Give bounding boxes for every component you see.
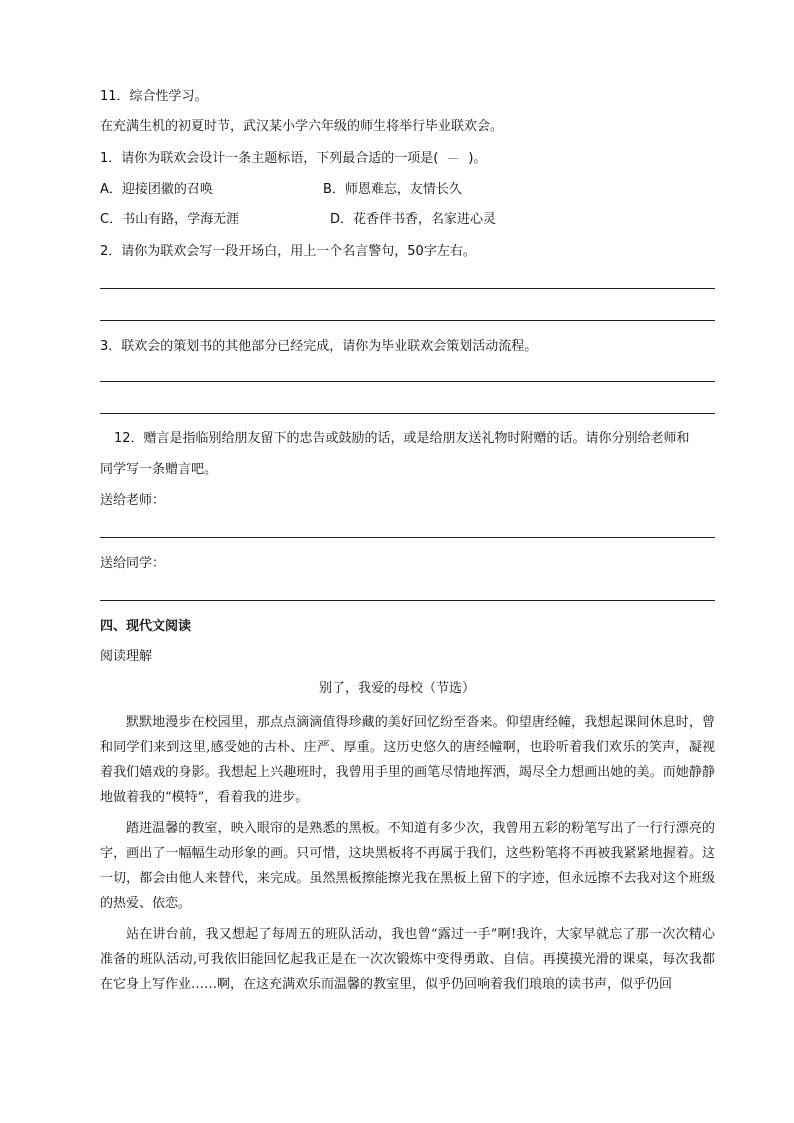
answer-line[interactable] (100, 600, 715, 601)
section-subtitle: 阅读理解 (100, 649, 153, 664)
q11-heading: 11．综合性学习。 (100, 89, 208, 104)
to-teacher-label: 送给老师： (100, 493, 166, 508)
q11-item1-prompt-text: 1．请你为联欢会设计一条主题标语，下列最合适的一项是( (100, 151, 439, 166)
q11-item3-prompt: 3．联欢会的策划书的其他部分已经完成，请你为毕业联欢会策划活动流程。 (100, 339, 538, 354)
answer-line[interactable] (100, 320, 715, 321)
option-d: D．花香伴书香，名家进心灵 (330, 212, 497, 227)
passage-paragraph: 默默地漫步在校园里，那点点滴滴值得珍藏的美好回忆纷至沓来。仰望唐经幢，我想起课间休息时，曾和同学们来到这里,感受她的古朴、庄严、厚重。这历史悠久的唐经幢啊，也聆听着我们欢乐的笑声，凝视着我们嬉戏的身影。我想起上兴趣班时，我曾用手里的画笔尽情地挥洒，竭尽全力想画出她的美。而她静静地做着我的“模特”，看着我的进步。 (100, 715, 715, 805)
q11-item1-prompt (100, 150, 486, 168)
passage-paragraph: 踏进温馨的教室，映入眼帘的是熟悉的黑板。不知道有多少次，我曾用五彩的粉笔写出了一行行漂亮的字，画出了一幅幅生动形象的画。只可惜，这块黑板将不再属于我们，这些粉笔将不再被我紧紧地握着。这一切，都会由他人来替代，来完成。虽然黑板擦能擦光我在黑板上留下的字迹，但永远擦不去我对这个班级的热爱、依恋。 (100, 821, 715, 911)
to-classmate-label: 送给同学： (100, 556, 166, 571)
answer-line[interactable] (100, 288, 715, 289)
passage-body (100, 710, 715, 1003)
option-a: A．迎接团徽的召唤 (100, 182, 213, 197)
option-b: B．师恩难忘，友情长久 (323, 182, 462, 197)
answer-line[interactable] (100, 537, 715, 538)
q11-item2-prompt: 2．请你为联欢会写一段开场白，用上一个名言警句，50字左右。 (100, 244, 476, 259)
q12-prompt-line1: 12．赠言是指临别给朋友留下的忠告或鼓励的话，或是给朋友送礼物时附赠的话。请你分别给老师和 (114, 431, 690, 446)
section-title: 四、现代文阅读 (100, 619, 192, 634)
passage-paragraph: 站在讲台前，我又想起了每周五的班队活动，我也曾“露过一手”啊!我许，大家早就忘了那一次次精心准备的班队活动,可我依旧能回忆起我正是在一次次锻炼中变得勇敢、自信。再摸摸光滑的课桌，每次我都在它身上写作业……啊，在这充满欢乐而温馨的教室里，似乎仍回响着我们琅琅的读书声，似乎仍回 (100, 927, 715, 992)
answer-line[interactable] (100, 381, 715, 382)
q11-item1-prompt-end: )。 (468, 151, 487, 166)
passage-title: 别了，我爱的母校（节选） (318, 681, 475, 696)
q11-intro: 在充满生机的初夏时节，武汉某小学六年级的师生将举行毕业联欢会。 (100, 119, 504, 134)
option-c: C．书山有路，学海无涯 (100, 212, 240, 227)
answer-blank[interactable] (448, 158, 458, 159)
answer-line[interactable] (100, 413, 715, 414)
q12-prompt-line2: 同学写一条赠言吧。 (100, 462, 218, 477)
